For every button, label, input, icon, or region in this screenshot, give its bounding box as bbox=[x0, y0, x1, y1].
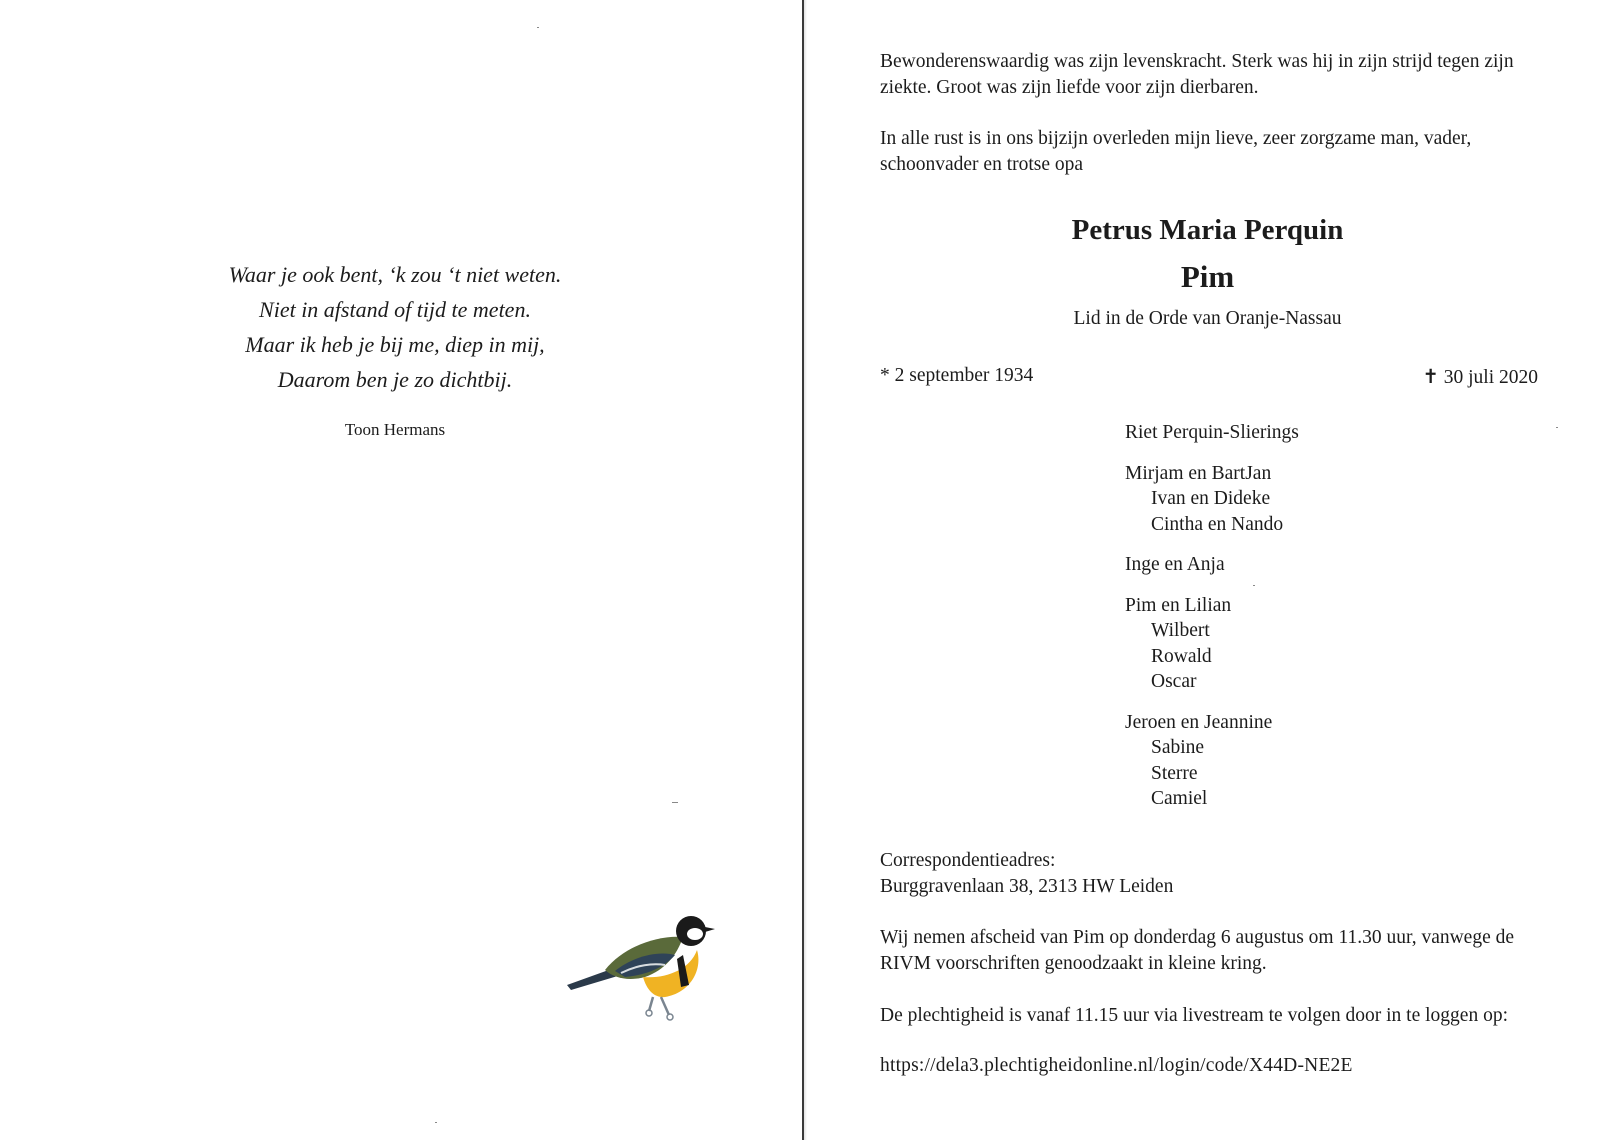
poem-line-2: Niet in afstand of tijd te meten. bbox=[259, 297, 531, 322]
scan-speck bbox=[435, 1122, 437, 1123]
family-list bbox=[1125, 420, 1299, 827]
livestream-paragraph: De plechtigheid is vanaf 11.15 uur via livestream te volgen door in te loggen op: bbox=[880, 1005, 1508, 1026]
scan-speck bbox=[672, 802, 678, 803]
great-tit-bird-icon bbox=[565, 915, 725, 1025]
intro-paragraph: Bewonderenswaardig was zijn levenskracht. Sterk was hij in zijn strijd tegen zijn ziekte. Groot was zijn liefde voor zijn dierbaren. bbox=[880, 51, 1514, 98]
family-grandchild: Wilbert bbox=[1151, 620, 1210, 641]
family-member: Riet Perquin-Slierings bbox=[1125, 422, 1299, 443]
family-member: Pim en Lilian bbox=[1125, 594, 1232, 616]
correspondence-label: Correspondentieadres: bbox=[880, 850, 1056, 871]
family-grandchild: Rowald bbox=[1151, 645, 1212, 667]
family-grandchild: Sabine bbox=[1151, 737, 1205, 758]
announcement-paragraph: In alle rust is in ons bijzijn overleden mijn lieve, zeer zorgzame man, vader, schoonvader en trotse opa bbox=[880, 128, 1472, 175]
poem-line-3: Maar ik heb je bij me, diep in mij, bbox=[245, 332, 545, 357]
scan-speck bbox=[1556, 427, 1558, 428]
birth-date: * 2 september 1934 bbox=[880, 365, 1034, 386]
distinction: Lid in de Orde van Oranje-Nassau bbox=[1073, 308, 1342, 329]
family-grandchild: Sterre bbox=[1151, 762, 1198, 784]
deceased-full-name: Petrus Maria Perquin bbox=[1071, 214, 1344, 246]
poem bbox=[175, 257, 615, 397]
family-member: Mirjam en BartJan bbox=[1125, 462, 1272, 484]
family-member: Inge en Anja bbox=[1125, 554, 1225, 575]
family-group bbox=[1125, 461, 1299, 538]
livestream-url[interactable]: https://dela3.plechtigheidonline.nl/login/code/X44D-NE2E bbox=[880, 1055, 1353, 1076]
scan-speck bbox=[1253, 585, 1255, 586]
scan-speck bbox=[537, 27, 539, 28]
family-group bbox=[1125, 593, 1299, 695]
farewell-paragraph: Wij nemen afscheid van Pim op donderdag 6 augustus om 11.30 uur, vanwege de RIVM voorschriften genoodzaakt in kleine kring. bbox=[880, 927, 1515, 974]
page-fold-shadow bbox=[804, 0, 807, 1140]
family-grandchild: Camiel bbox=[1151, 788, 1208, 809]
family-grandchild: Ivan en Dideke bbox=[1151, 488, 1271, 509]
correspondence-block bbox=[880, 848, 1173, 900]
poem-author: Toon Hermans bbox=[344, 420, 446, 439]
family-group bbox=[1125, 552, 1299, 578]
poem-line-1: Waar je ook bent, ‘k zou ‘t niet weten. bbox=[228, 262, 562, 287]
family-member: Jeroen en Jeannine bbox=[1125, 711, 1273, 733]
family-grandchild: Cintha en Nando bbox=[1151, 513, 1284, 535]
poem-line-4: Daarom ben je zo dichtbij. bbox=[277, 367, 513, 392]
family-group-spouse bbox=[1125, 420, 1299, 446]
correspondence-address: Burggravenlaan 38, 2313 HW Leiden bbox=[880, 876, 1174, 897]
death-date: ✝ 30 juli 2020 bbox=[1422, 367, 1538, 388]
family-grandchild: Oscar bbox=[1151, 671, 1197, 692]
family-group bbox=[1125, 710, 1299, 812]
deceased-nickname: Pim bbox=[1180, 259, 1235, 294]
